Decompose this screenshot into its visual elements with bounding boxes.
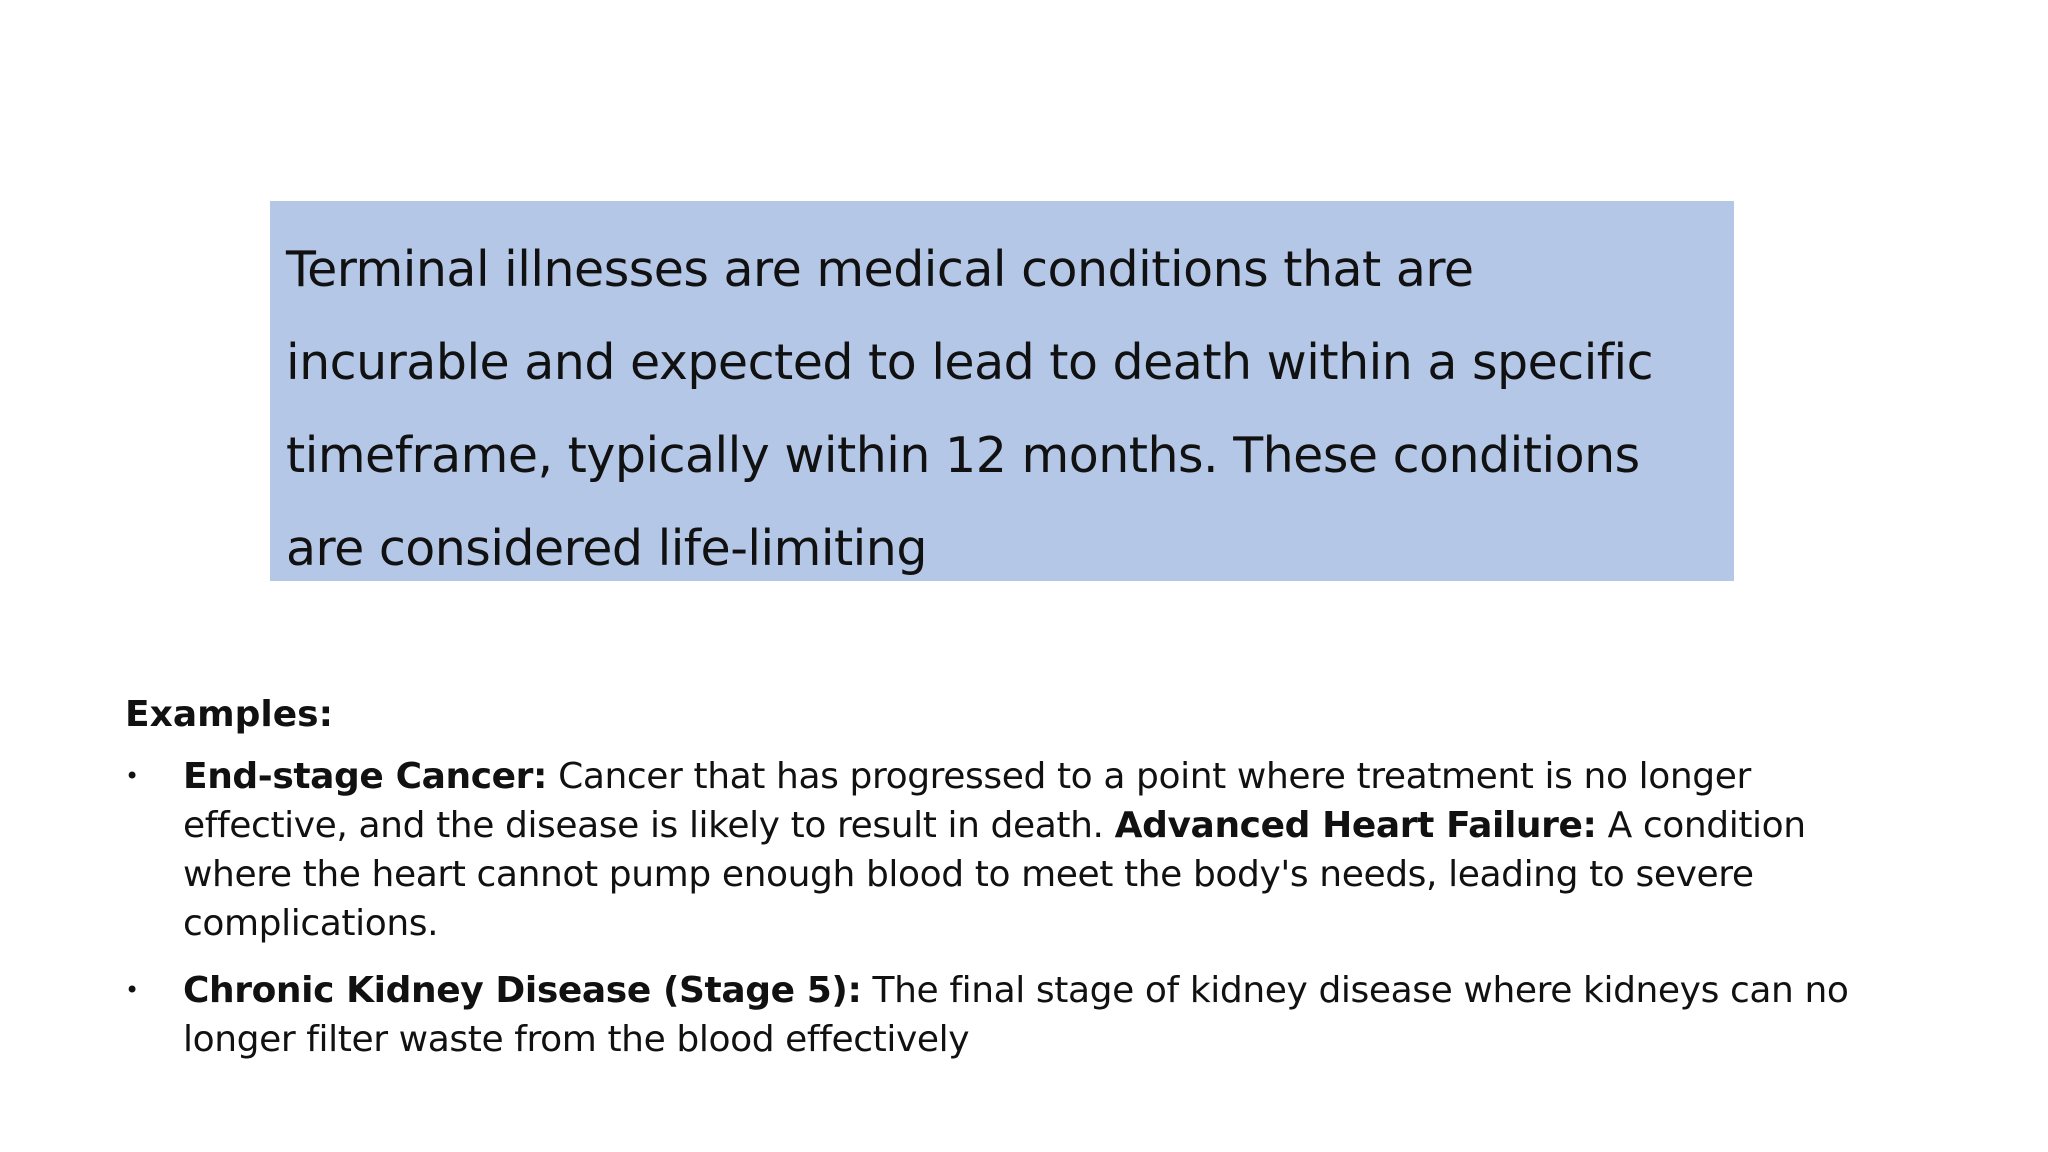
- example-term-advanced-heart-failure: Advanced Heart Failure:: [1114, 805, 1597, 846]
- bullet-icon: •: [125, 976, 139, 1004]
- definition-text: Terminal illnesses are medical conditions that are incurable and expected to lead to death within a specific timeframe, typically within 12 months. These conditions are considered life-limiting: [286, 241, 1654, 577]
- example-term-end-stage-cancer: End-stage Cancer:: [183, 756, 548, 797]
- example-item-cancer-heart-failure: [125, 752, 1925, 948]
- example-description-advanced-heart-failure: A condition where the heart cannot pump enough blood to meet the body's needs, leading to severe complications.: [183, 805, 1806, 944]
- example-description-chronic-kidney-disease: The final stage of kidney disease where kidneys can no longer filter waste from the blood effectively: [183, 970, 1849, 1060]
- examples-list: [125, 752, 1925, 1064]
- bullet-icon: •: [125, 762, 139, 790]
- example-term-chronic-kidney-disease: Chronic Kidney Disease (Stage 5):: [183, 970, 862, 1011]
- example-description-end-stage-cancer: Cancer that has progressed to a point where treatment is no longer effective, and the disease is likely to result in death.: [183, 756, 1751, 846]
- definition-callout: [270, 201, 1734, 581]
- examples-section: [125, 690, 1925, 1082]
- examples-heading: Examples:: [125, 694, 333, 735]
- example-item-chronic-kidney-disease: [125, 966, 1925, 1064]
